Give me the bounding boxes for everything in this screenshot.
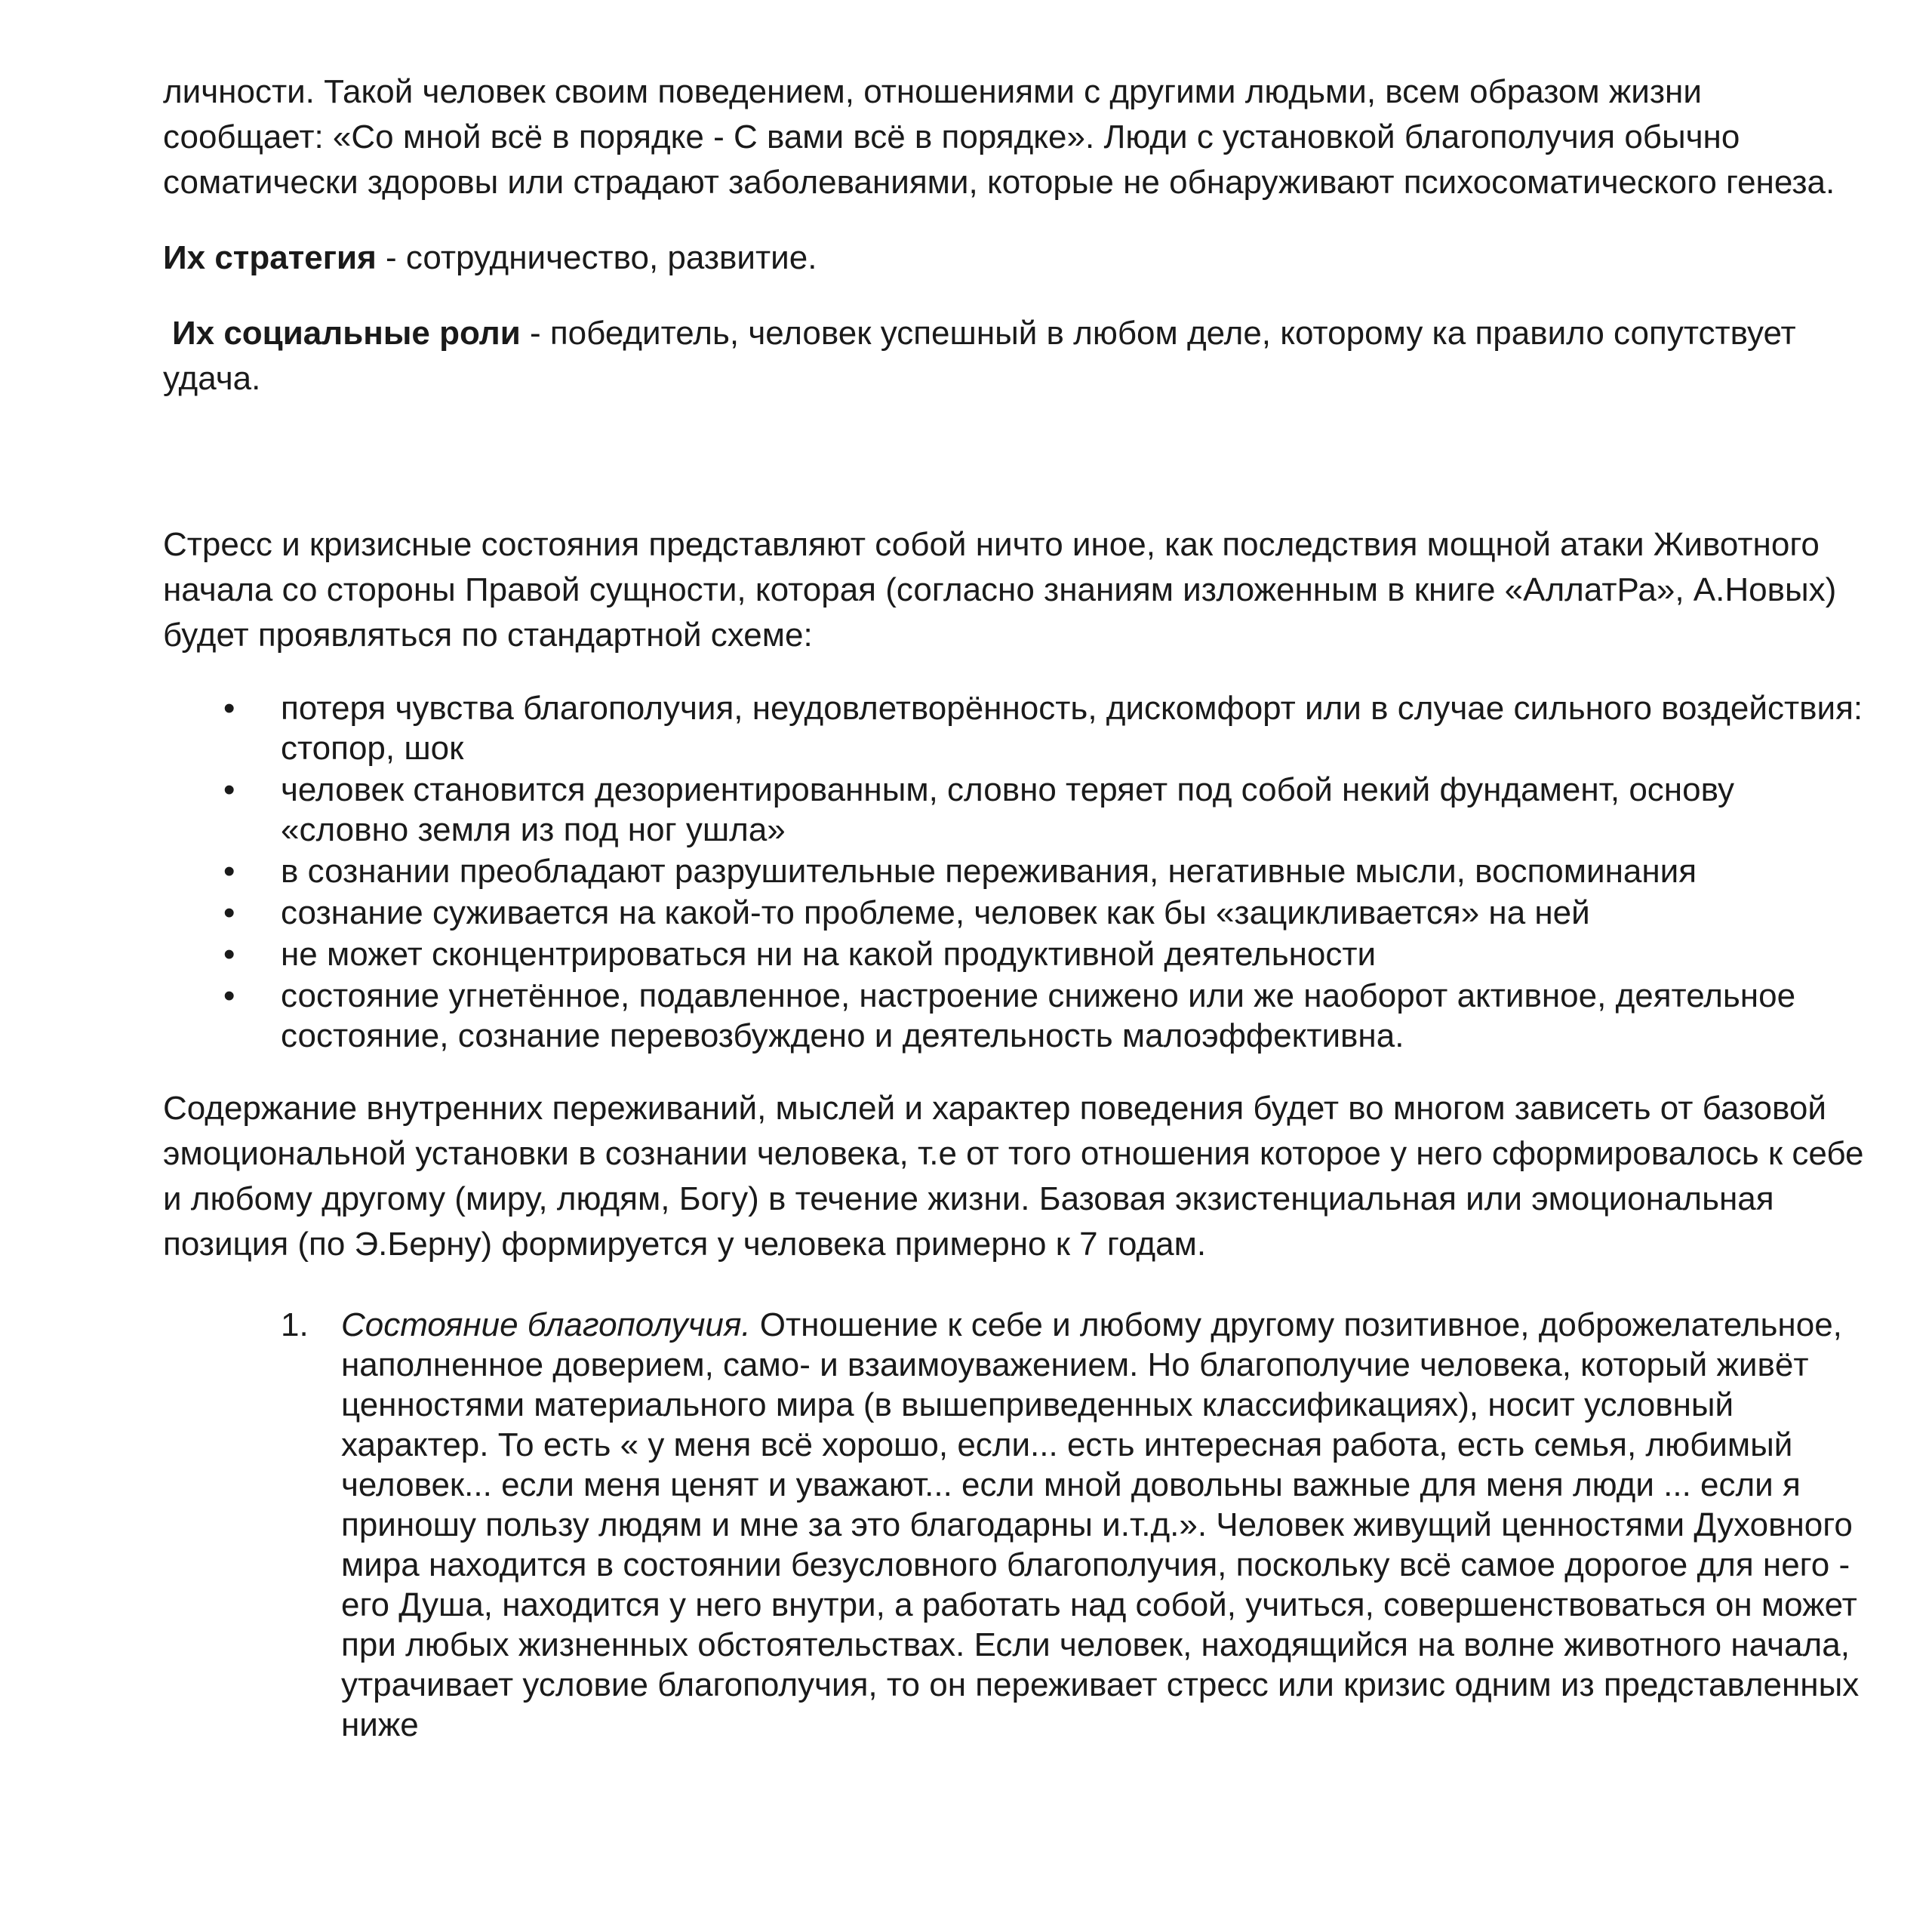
paragraph-strategy: [163, 235, 1869, 281]
numbered-list: [163, 1305, 1869, 1745]
social-roles-label: Их социальные роли: [172, 315, 521, 352]
list-item: [163, 851, 1869, 891]
list-item: [163, 893, 1869, 933]
list-item-text: человек становится дезориентированным, словно теряет под собой некий фундамент, основу «словно земля из под ног ушла»: [281, 771, 1734, 848]
bullet-icon: •: [223, 894, 235, 931]
list-item: [163, 934, 1869, 974]
strategy-text: - сотрудничество, развитие.: [376, 239, 817, 276]
list-item-text: состояние угнетённое, подавленное, настроение снижено или же наоборот активное, деятельное состояние, сознание перевозбуждено и деятельность малоэффективна.: [281, 977, 1796, 1054]
list-number: 1.: [281, 1306, 309, 1343]
paragraph-content: Содержание внутренних переживаний, мыслей и характер поведения будет во многом зависеть от базовой эмоциональной установки в сознании человека, т.е от того отношения которое у него сформировалось к себе и любому другому (миру, людям, Богу) в течение жизни. Базовая экзистенциальная или эмоциональная позиция (по Э.Берну) формируется у человека примерно к 7 годам.: [163, 1090, 1864, 1263]
list-item-text: не может сконцентрироваться ни на какой продуктивной деятельности: [281, 936, 1377, 973]
numbered-item-title: Состояние благополучия.: [341, 1306, 751, 1343]
list-item: [163, 976, 1869, 1056]
bullet-icon: •: [223, 977, 235, 1014]
strategy-label: Их стратегия: [163, 239, 377, 276]
bullet-icon: •: [223, 853, 235, 890]
bullet-list: [163, 688, 1869, 1056]
social-roles-text: - победитель, человек успешный в любом деле, которому ка правило сопутствует удача.: [163, 315, 1796, 397]
bullet-icon: •: [223, 936, 235, 973]
paragraph-stress: Стресс и кризисные состояния представляют собой ничто иное, как последствия мощной атаки Животного начала со стороны Правой сущности, которая (согласно знаниям изложенным в книге «АллатРа», А.Новых) будет проявляться по стандартной схеме:: [163, 526, 1837, 654]
document-page: [163, 69, 1869, 1745]
bullet-icon: •: [223, 771, 235, 808]
paragraph-social-roles: [163, 311, 1869, 401]
paragraph-intro: личности. Такой человек своим поведением, отношениями с другими людьми, всем образом жизни сообщает: «Со мной всё в порядке - С вами всё в порядке». Люди с установкой благополучия обычно соматически здоровы или страдают заболеваниями, которые не обнаруживают психосоматического генеза.: [163, 73, 1835, 201]
list-item: [163, 770, 1869, 850]
list-item-text: сознание суживается на какой-то проблеме, человек как бы «зацикливается» на ней: [281, 894, 1590, 931]
list-item: [163, 688, 1869, 768]
numbered-list-item: [163, 1305, 1869, 1745]
list-item-text: в сознании преобладают разрушительные переживания, негативные мысли, воспоминания: [281, 853, 1697, 890]
numbered-item-text: Отношение к себе и любому другому позитивное, доброжелательное, наполненное доверием, само- и взаимоуважением. Но благополучие человека, который живёт ценностями материального мира (в вышеприведенных классификациях), носит условный характер. То есть « у меня всё хорошо, если... есть интересная работа, есть семья, любимый человек... если меня ценят и уважают... если мной довольны важные для меня люди ... если я приношу пользу людям и мне за это благодарны и.т.д.». Человек живущий ценностями Духовного мира находится в состоянии безусловного благополучия, поскольку всё самое дорогое для него - его Душа, находится у него внутри, а работать над собой, учиться, совершенствоваться он может при любых жизненных обстоятельствах. Если человек, находящийся на волне животного начала, утрачивает условие благополучия, то он переживает стресс или кризис одним из представленных ниже: [341, 1306, 1860, 1743]
list-item-text: потеря чувства благополучия, неудовлетворённость, дискомфорт или в случае сильного воздействия: стопор, шок: [281, 690, 1863, 767]
bullet-icon: •: [223, 690, 235, 727]
